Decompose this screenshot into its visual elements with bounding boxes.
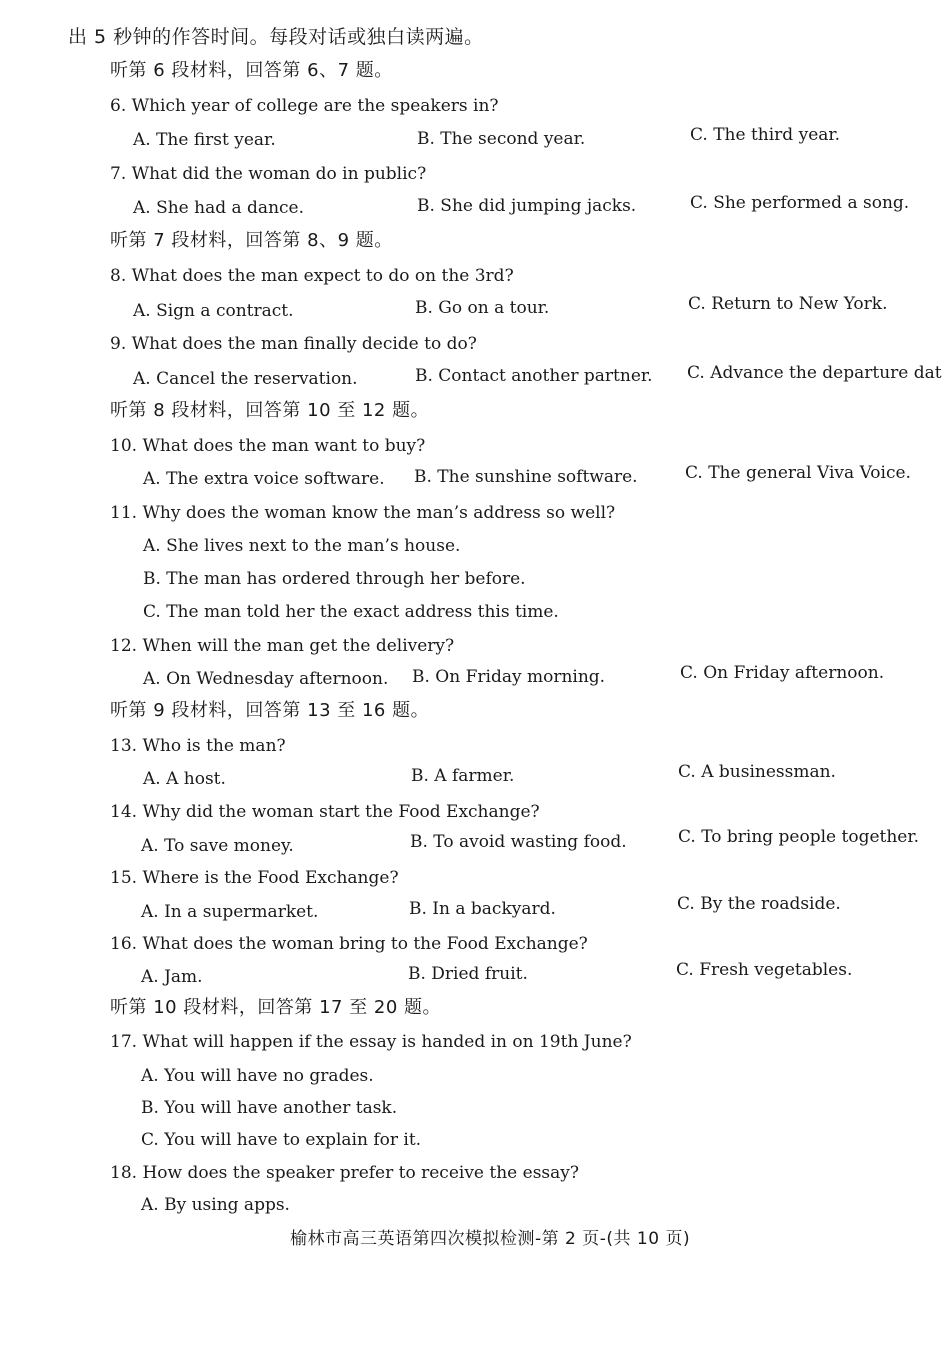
question-17-stem: 17. What will happen if the essay is handed in on 19th June? xyxy=(110,1032,632,1052)
question-10-option-c: C. The general Viva Voice. xyxy=(685,463,911,483)
question-14-stem: 14. Why did the woman start the Food Exchange? xyxy=(110,802,540,822)
question-10-stem: 10. What does the man want to buy? xyxy=(110,436,426,456)
section-heading-10: 听第 10 段材料，回答第 17 至 20 题。 xyxy=(110,997,442,1018)
question-15-option-c: C. By the roadside. xyxy=(677,894,841,914)
question-13-option-b: B. A farmer. xyxy=(411,766,515,786)
question-10-option-a: A. The extra voice software. xyxy=(143,469,385,489)
intro-text: 出 5 秒钟的作答时间。每段对话或独白读两遍。 xyxy=(68,26,484,48)
question-6-option-b: B. The second year. xyxy=(417,129,586,149)
question-8-option-a: A. Sign a contract. xyxy=(133,301,294,321)
section-heading-8: 听第 8 段材料，回答第 10 至 12 题。 xyxy=(110,400,430,421)
question-11-stem: 11. Why does the woman know the man’s address so well? xyxy=(110,503,616,523)
question-14-option-a: A. To save money. xyxy=(141,836,294,856)
question-9-option-c: C. Advance the departure dat xyxy=(687,363,942,383)
question-6-option-a: A. The first year. xyxy=(133,130,276,150)
question-6-stem: 6. Which year of college are the speakers in? xyxy=(110,96,499,116)
section-heading-6: 听第 6 段材料，回答第 6、7 题。 xyxy=(110,60,393,81)
question-16-stem: 16. What does the woman bring to the Food Exchange? xyxy=(110,934,588,954)
question-17-option-c: C. You will have to explain for it. xyxy=(141,1130,422,1150)
question-12-stem: 12. When will the man get the delivery? xyxy=(110,636,455,656)
question-7-option-c: C. She performed a song. xyxy=(690,193,910,213)
question-14-option-c: C. To bring people together. xyxy=(678,827,920,847)
question-11-option-b: B. The man has ordered through her before. xyxy=(143,569,526,589)
question-17-option-b: B. You will have another task. xyxy=(141,1098,398,1118)
page-footer: 榆林市高三英语第四次模拟检测-第 2 页-(共 10 页) xyxy=(290,1229,691,1249)
question-7-option-b: B. She did jumping jacks. xyxy=(417,196,637,216)
question-12-option-a: A. On Wednesday afternoon. xyxy=(143,669,389,689)
question-16-option-b: B. Dried fruit. xyxy=(408,964,528,984)
question-15-option-b: B. In a backyard. xyxy=(409,899,556,919)
question-12-option-b: B. On Friday morning. xyxy=(412,667,606,687)
question-12-option-c: C. On Friday afternoon. xyxy=(680,663,885,683)
question-8-stem: 8. What does the man expect to do on the 3rd? xyxy=(110,266,514,286)
question-11-option-c: C. The man told her the exact address this time. xyxy=(143,602,559,622)
question-10-option-b: B. The sunshine software. xyxy=(414,467,638,487)
question-9-option-b: B. Contact another partner. xyxy=(415,366,653,386)
section-heading-9: 听第 9 段材料，回答第 13 至 16 题。 xyxy=(110,700,430,721)
question-16-option-a: A. Jam. xyxy=(141,967,203,987)
question-13-option-a: A. A host. xyxy=(143,769,226,789)
question-7-option-a: A. She had a dance. xyxy=(133,198,305,218)
question-17-option-a: A. You will have no grades. xyxy=(141,1066,374,1086)
question-7-stem: 7. What did the woman do in public? xyxy=(110,164,427,184)
question-15-stem: 15. Where is the Food Exchange? xyxy=(110,868,399,888)
question-15-option-a: A. In a supermarket. xyxy=(141,902,319,922)
question-14-option-b: B. To avoid wasting food. xyxy=(410,832,627,852)
question-8-option-b: B. Go on a tour. xyxy=(415,298,550,318)
question-11-option-a: A. She lives next to the man’s house. xyxy=(143,536,461,556)
question-18-option-a: A. By using apps. xyxy=(141,1195,290,1215)
question-18-stem: 18. How does the speaker prefer to receive the essay? xyxy=(110,1163,580,1183)
question-13-stem: 13. Who is the man? xyxy=(110,736,286,756)
question-6-option-c: C. The third year. xyxy=(690,125,841,145)
question-9-option-a: A. Cancel the reservation. xyxy=(133,369,358,389)
question-8-option-c: C. Return to New York. xyxy=(688,294,888,314)
question-9-stem: 9. What does the man finally decide to do? xyxy=(110,334,477,354)
question-13-option-c: C. A businessman. xyxy=(678,762,836,782)
section-heading-7: 听第 7 段材料，回答第 8、9 题。 xyxy=(110,230,393,251)
question-16-option-c: C. Fresh vegetables. xyxy=(676,960,853,980)
